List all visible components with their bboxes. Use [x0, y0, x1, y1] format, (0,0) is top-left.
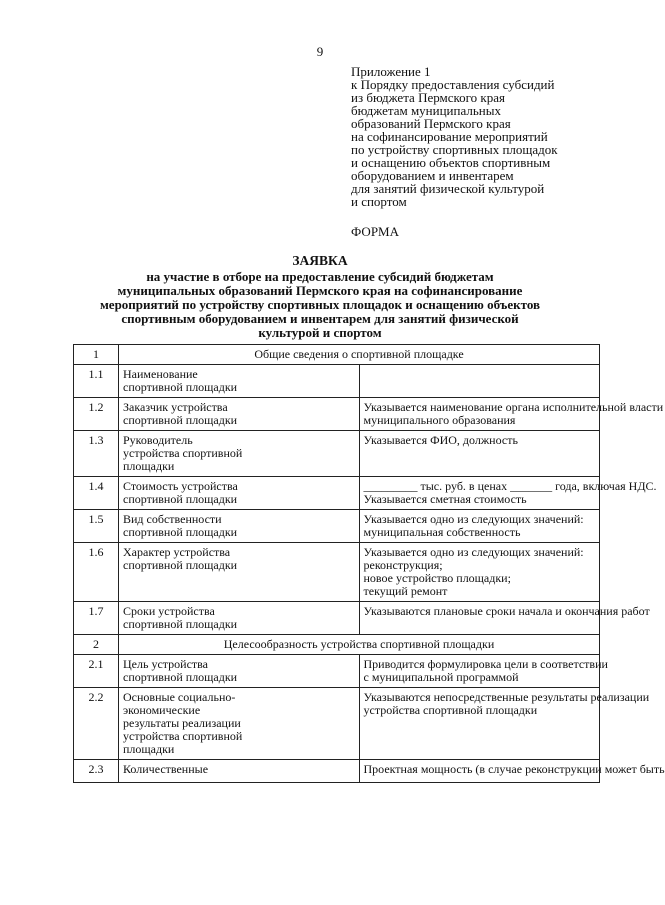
row-label — [119, 543, 360, 602]
section-header-row — [74, 345, 600, 365]
row-label-line: спортивной площадки — [123, 617, 238, 631]
appendix-line: и спортом — [351, 194, 407, 209]
appendix-line: образований Пермского края — [351, 116, 511, 131]
row-value-line: Проектная мощность (в случае реконструкции может быть — [363, 762, 665, 776]
row-label-line: Наименование — [123, 367, 198, 381]
row-label-line: спортивной площадки — [123, 558, 238, 572]
row-label-line: Сроки устройства — [123, 604, 215, 618]
row-number: 1.1 — [74, 365, 119, 398]
document-title: ЗАЯВКА — [292, 253, 348, 268]
row-value-line: реконструкция; — [363, 558, 443, 572]
row-value-line: новое устройство площадки; — [363, 571, 511, 585]
subtitle-line: спортивным оборудованием и инвентарем для занятий физической — [121, 311, 519, 326]
row-value-line: с муниципальной программой — [363, 670, 519, 684]
section-number: 1 — [74, 345, 119, 365]
row-value — [359, 431, 600, 477]
row-number: 2.1 — [74, 655, 119, 688]
table-row — [74, 655, 600, 688]
table-row — [74, 602, 600, 635]
row-value-line: Указывается сметная стоимость — [363, 492, 527, 506]
row-label-line: Характер устройства — [123, 545, 231, 559]
appendix-line: из бюджета Пермского края — [351, 90, 506, 105]
row-value-line: Указывается ФИО, должность — [363, 433, 518, 447]
row-label — [119, 477, 360, 510]
appendix-line: по устройству спортивных площадок — [351, 142, 558, 157]
row-label — [119, 602, 360, 635]
row-value-line: муниципального образования — [363, 413, 516, 427]
row-value — [359, 398, 664, 431]
row-value-line: Указывается одно из следующих значений: — [363, 545, 584, 559]
appendix-line: бюджетам муниципальных — [351, 103, 501, 118]
row-label-line: спортивной площадки — [123, 492, 238, 506]
form-label: ФОРМА — [351, 224, 399, 239]
row-value-line: _________ тыс. руб. в ценах _______ года, включая НДС. — [363, 479, 657, 493]
row-value — [359, 365, 600, 398]
document-subtitle — [70, 270, 570, 340]
row-label-line: устройства спортивной — [123, 446, 243, 460]
row-label-line: площадки — [123, 459, 175, 473]
table-row — [74, 431, 600, 477]
application-form-table — [73, 344, 665, 783]
section-header-row — [74, 635, 600, 655]
row-value — [359, 602, 650, 635]
table-row — [74, 477, 600, 510]
row-label-line: Основные социально- — [123, 690, 236, 704]
appendix-line: на софинансирование мероприятий — [351, 129, 548, 144]
row-number: 1.6 — [74, 543, 119, 602]
page-number: 9 — [316, 44, 324, 59]
row-label-line: Руководитель — [123, 433, 193, 447]
row-label-line: спортивной площадки — [123, 670, 238, 684]
row-label — [119, 655, 360, 688]
row-label-line: спортивной площадки — [123, 413, 238, 427]
row-value — [359, 543, 600, 602]
row-label — [119, 398, 360, 431]
row-value-line: муниципальная собственность — [363, 525, 521, 539]
appendix-line: Приложение 1 — [351, 64, 431, 79]
row-label-line: спортивной площадки — [123, 380, 238, 394]
appendix-block — [351, 65, 631, 208]
row-number: 1.3 — [74, 431, 119, 477]
row-value-line: Указывается наименование органа исполнительной власти — [363, 400, 664, 414]
row-value-line: Указываются плановые сроки начала и окончания работ — [363, 604, 650, 618]
row-label-line: Вид собственности — [123, 512, 222, 526]
row-label — [119, 431, 360, 477]
row-value — [359, 510, 600, 543]
table-row — [74, 760, 600, 783]
row-label-line: площадки — [123, 742, 175, 756]
appendix-line: к Порядку предоставления субсидий — [351, 77, 555, 92]
appendix-line: оборудованием и инвентарем — [351, 168, 514, 183]
row-value — [359, 688, 650, 760]
row-label-line: экономические — [123, 703, 201, 717]
row-label-line: Заказчик устройства — [123, 400, 228, 414]
row-value-line: Указывается одно из следующих значений: — [363, 512, 584, 526]
subtitle-line: на участие в отборе на предоставление субсидий бюджетам — [146, 269, 494, 284]
subtitle-line: культурой и спортом — [258, 325, 382, 340]
row-label — [119, 688, 360, 760]
row-value — [359, 760, 665, 783]
row-number: 1.4 — [74, 477, 119, 510]
table-row — [74, 543, 600, 602]
row-value-line: текущий ремонт — [363, 584, 448, 598]
row-label-line: результаты реализации — [123, 716, 241, 730]
subtitle-line: мероприятий по устройству спортивных площадок и оснащению объектов — [99, 297, 541, 312]
row-value — [359, 655, 608, 688]
row-label — [119, 510, 360, 543]
table-row — [74, 365, 600, 398]
row-label — [119, 365, 360, 398]
section-title: Целесообразность устройства спортивной площадки — [119, 635, 600, 655]
row-label-line: Цель устройства — [123, 657, 208, 671]
row-label-line: Количественные — [123, 762, 209, 776]
row-label — [119, 760, 360, 783]
table-row — [74, 398, 600, 431]
row-number: 1.2 — [74, 398, 119, 431]
row-value — [359, 477, 657, 510]
row-value-line: Указываются непосредственные результаты реализации — [363, 690, 650, 704]
subtitle-line: муниципальных образований Пермского края на софинансирование — [117, 283, 523, 298]
row-label-line: Стоимость устройства — [123, 479, 238, 493]
row-value-line: Приводится формулировка цели в соответствии — [363, 657, 608, 671]
appendix-line: для занятий физической культурой — [351, 181, 545, 196]
section-number: 2 — [74, 635, 119, 655]
row-number: 2.3 — [74, 760, 119, 783]
section-title: Общие сведения о спортивной площадке — [119, 345, 600, 365]
row-number: 2.2 — [74, 688, 119, 760]
row-label-line: спортивной площадки — [123, 525, 238, 539]
row-label-line: устройства спортивной — [123, 729, 243, 743]
row-number: 1.7 — [74, 602, 119, 635]
table-row — [74, 510, 600, 543]
row-value-line: устройства спортивной площадки — [363, 703, 538, 717]
appendix-line: и оснащению объектов спортивным — [351, 155, 551, 170]
table-row — [74, 688, 600, 760]
row-number: 1.5 — [74, 510, 119, 543]
